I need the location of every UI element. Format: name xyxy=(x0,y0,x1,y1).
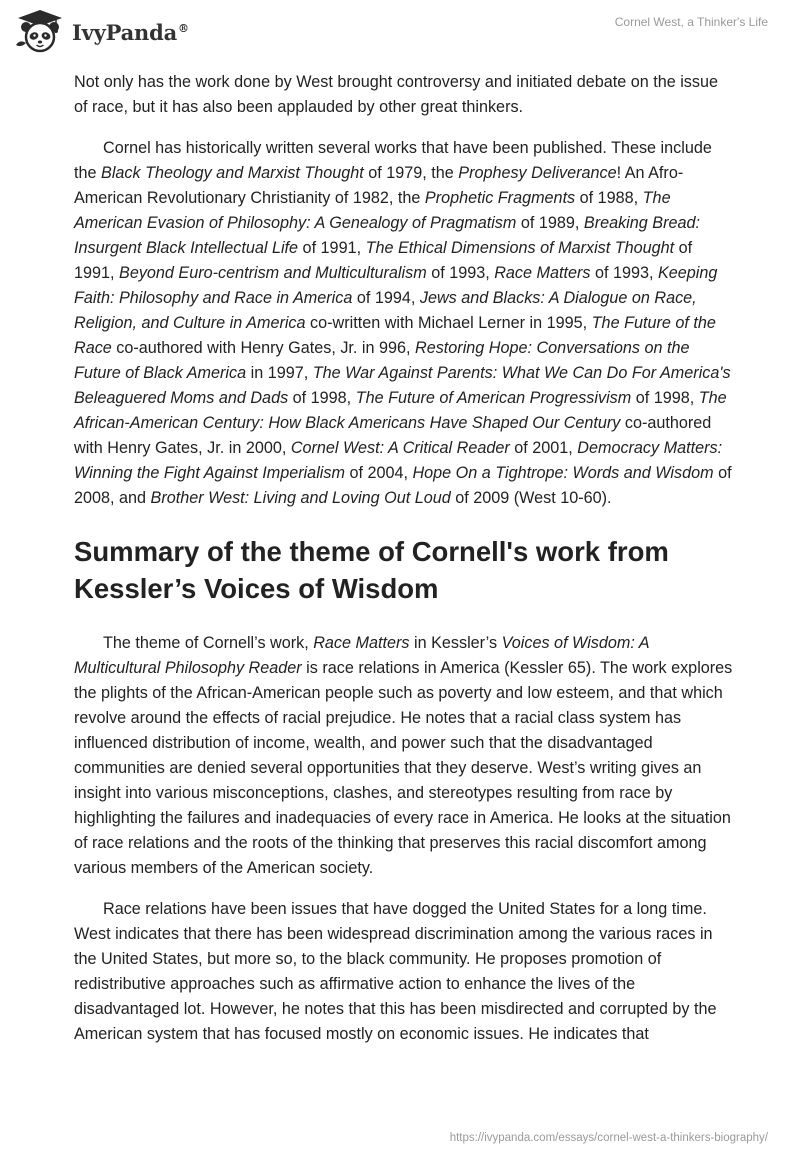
text-run: of 1993, xyxy=(426,264,495,282)
text-run: of 2008, and xyxy=(74,464,732,507)
document-title: Cornel West, a Thinker's Life xyxy=(614,15,768,29)
brand-name: IvyPanda® xyxy=(72,19,189,45)
paragraph-race-relations: Race relations have been issues that have dogged the United States for a long time. West indicates that there has been widespread discrimination among the various races in the United States, but more so, to the black community. He proposes promotion of redistributive approaches such as affirmative action to enhance the lives of the disadvantaged lot. However, he notes that this has been misdirected and corrupted by the American system that has focused mostly on economic issues. He indicates that xyxy=(74,900,717,1043)
text-run: co-authored with Henry Gates, Jr. in 2000, xyxy=(74,414,712,457)
ivypanda-logo[interactable] xyxy=(14,9,189,53)
text-run: The theme of Cornell’s work, xyxy=(103,634,314,652)
book-title: Prophetic Fragments xyxy=(424,189,576,207)
paragraph-intro: Not only has the work done by West brought controversy and initiated debate on the issue of race, but it has also been applauded by other great thinkers. xyxy=(74,73,718,116)
text-run: of 1998, xyxy=(631,389,699,407)
book-title: Keeping Faith: Philosophy and Race in America xyxy=(74,264,718,307)
book-title: The Ethical Dimensions of Marxist Thought xyxy=(365,239,675,257)
text-run: is race relations in America (Kessler 65). The work explores the plights of the African-American people such as poverty and low esteem, and that which revolve around the effects of racial prejudice. He notes that a racial class system has influenced distribution of income, wealth, and power such that the disadvantaged communities are denied several opportunities that they deserve. West’s writing gives an insight into various misconceptions, clashes, and stereotypes resulting from race by highlighting the failures and inadequacies of every race in America. He looks at the situation of race relations and the roots of the thinking that preserves this racial discomfort among various members of the American society. xyxy=(74,659,733,877)
book-title: Race Matters xyxy=(494,264,591,282)
text-run: in Kessler’s xyxy=(409,634,502,652)
book-title: Race Matters xyxy=(313,634,410,652)
book-title: Hope On a Tightrope: Words and Wisdom xyxy=(412,464,714,482)
text-run: of 2004, xyxy=(344,464,413,482)
text-run: ! An Afro-American Revolutionary Christianity of 1982, the xyxy=(74,164,684,207)
essay-body xyxy=(74,70,734,1047)
paragraph-works-list xyxy=(74,136,734,511)
text-run: of 1988, xyxy=(575,189,643,207)
book-title: Cornel West: A Critical Reader xyxy=(290,439,510,457)
text-run: of 1989, xyxy=(516,214,584,232)
text-run: Cornel has historically written several works that have been published. These include the xyxy=(74,139,712,182)
text-run: of 1991, xyxy=(74,239,693,282)
text-run: of 1994, xyxy=(352,289,420,307)
text-run: of 2009 (West 10-60). xyxy=(450,489,612,507)
panda-graduation-cap-icon xyxy=(14,9,66,53)
text-run: of 1979, the xyxy=(363,164,459,182)
book-title: The Future of American Progressivism xyxy=(355,389,632,407)
page-header xyxy=(0,0,800,60)
book-title: The American Evasion of Philosophy: A Genealogy of Pragmatism xyxy=(74,189,671,232)
text-run: of 1991, xyxy=(298,239,366,257)
text-run: of 1998, xyxy=(288,389,356,407)
book-title: Breaking Bread: Insurgent Black Intellectual Life xyxy=(74,214,700,257)
source-url-link[interactable]: https://ivypanda.com/essays/cornel-west-a-thinkers-biography/ xyxy=(449,1132,768,1144)
book-title: The African-American Century: How Black Americans Have Shaped Our Century xyxy=(74,389,727,432)
book-title: Democracy Matters: Winning the Fight Against Imperialism xyxy=(74,439,723,482)
section-heading: Summary of the theme of Cornell's work from Kessler’s Voices of Wisdom xyxy=(74,536,669,604)
book-title: The War Against Parents: What We Can Do For America's Beleaguered Moms and Dads xyxy=(74,364,731,407)
book-title: Black Theology and Marxist Thought xyxy=(101,164,364,182)
book-title: Prophesy Deliverance xyxy=(458,164,617,182)
book-title: The Future of the Race xyxy=(74,314,716,357)
text-run: co-written with Michael Lerner in 1995, xyxy=(305,314,592,332)
book-title: Voices of Wisdom: A Multicultural Philosophy Reader xyxy=(74,634,649,677)
text-run: of 2001, xyxy=(509,439,578,457)
book-title: Beyond Euro-centrism and Multiculturalism xyxy=(119,264,427,282)
text-run: co-authored with Henry Gates, Jr. in 996, xyxy=(111,339,416,357)
paragraph-theme-summary xyxy=(74,631,734,881)
registered-mark: ® xyxy=(178,21,189,35)
text-run: of 1993, xyxy=(590,264,658,282)
text-run: in 1997, xyxy=(246,364,313,382)
book-title: Jews and Blacks: A Dialogue on Race, Religion, and Culture in America xyxy=(74,289,697,332)
book-title: Brother West: Living and Loving Out Loud xyxy=(150,489,451,507)
book-title: Restoring Hope: Conversations on the Future of Black America xyxy=(74,339,690,382)
